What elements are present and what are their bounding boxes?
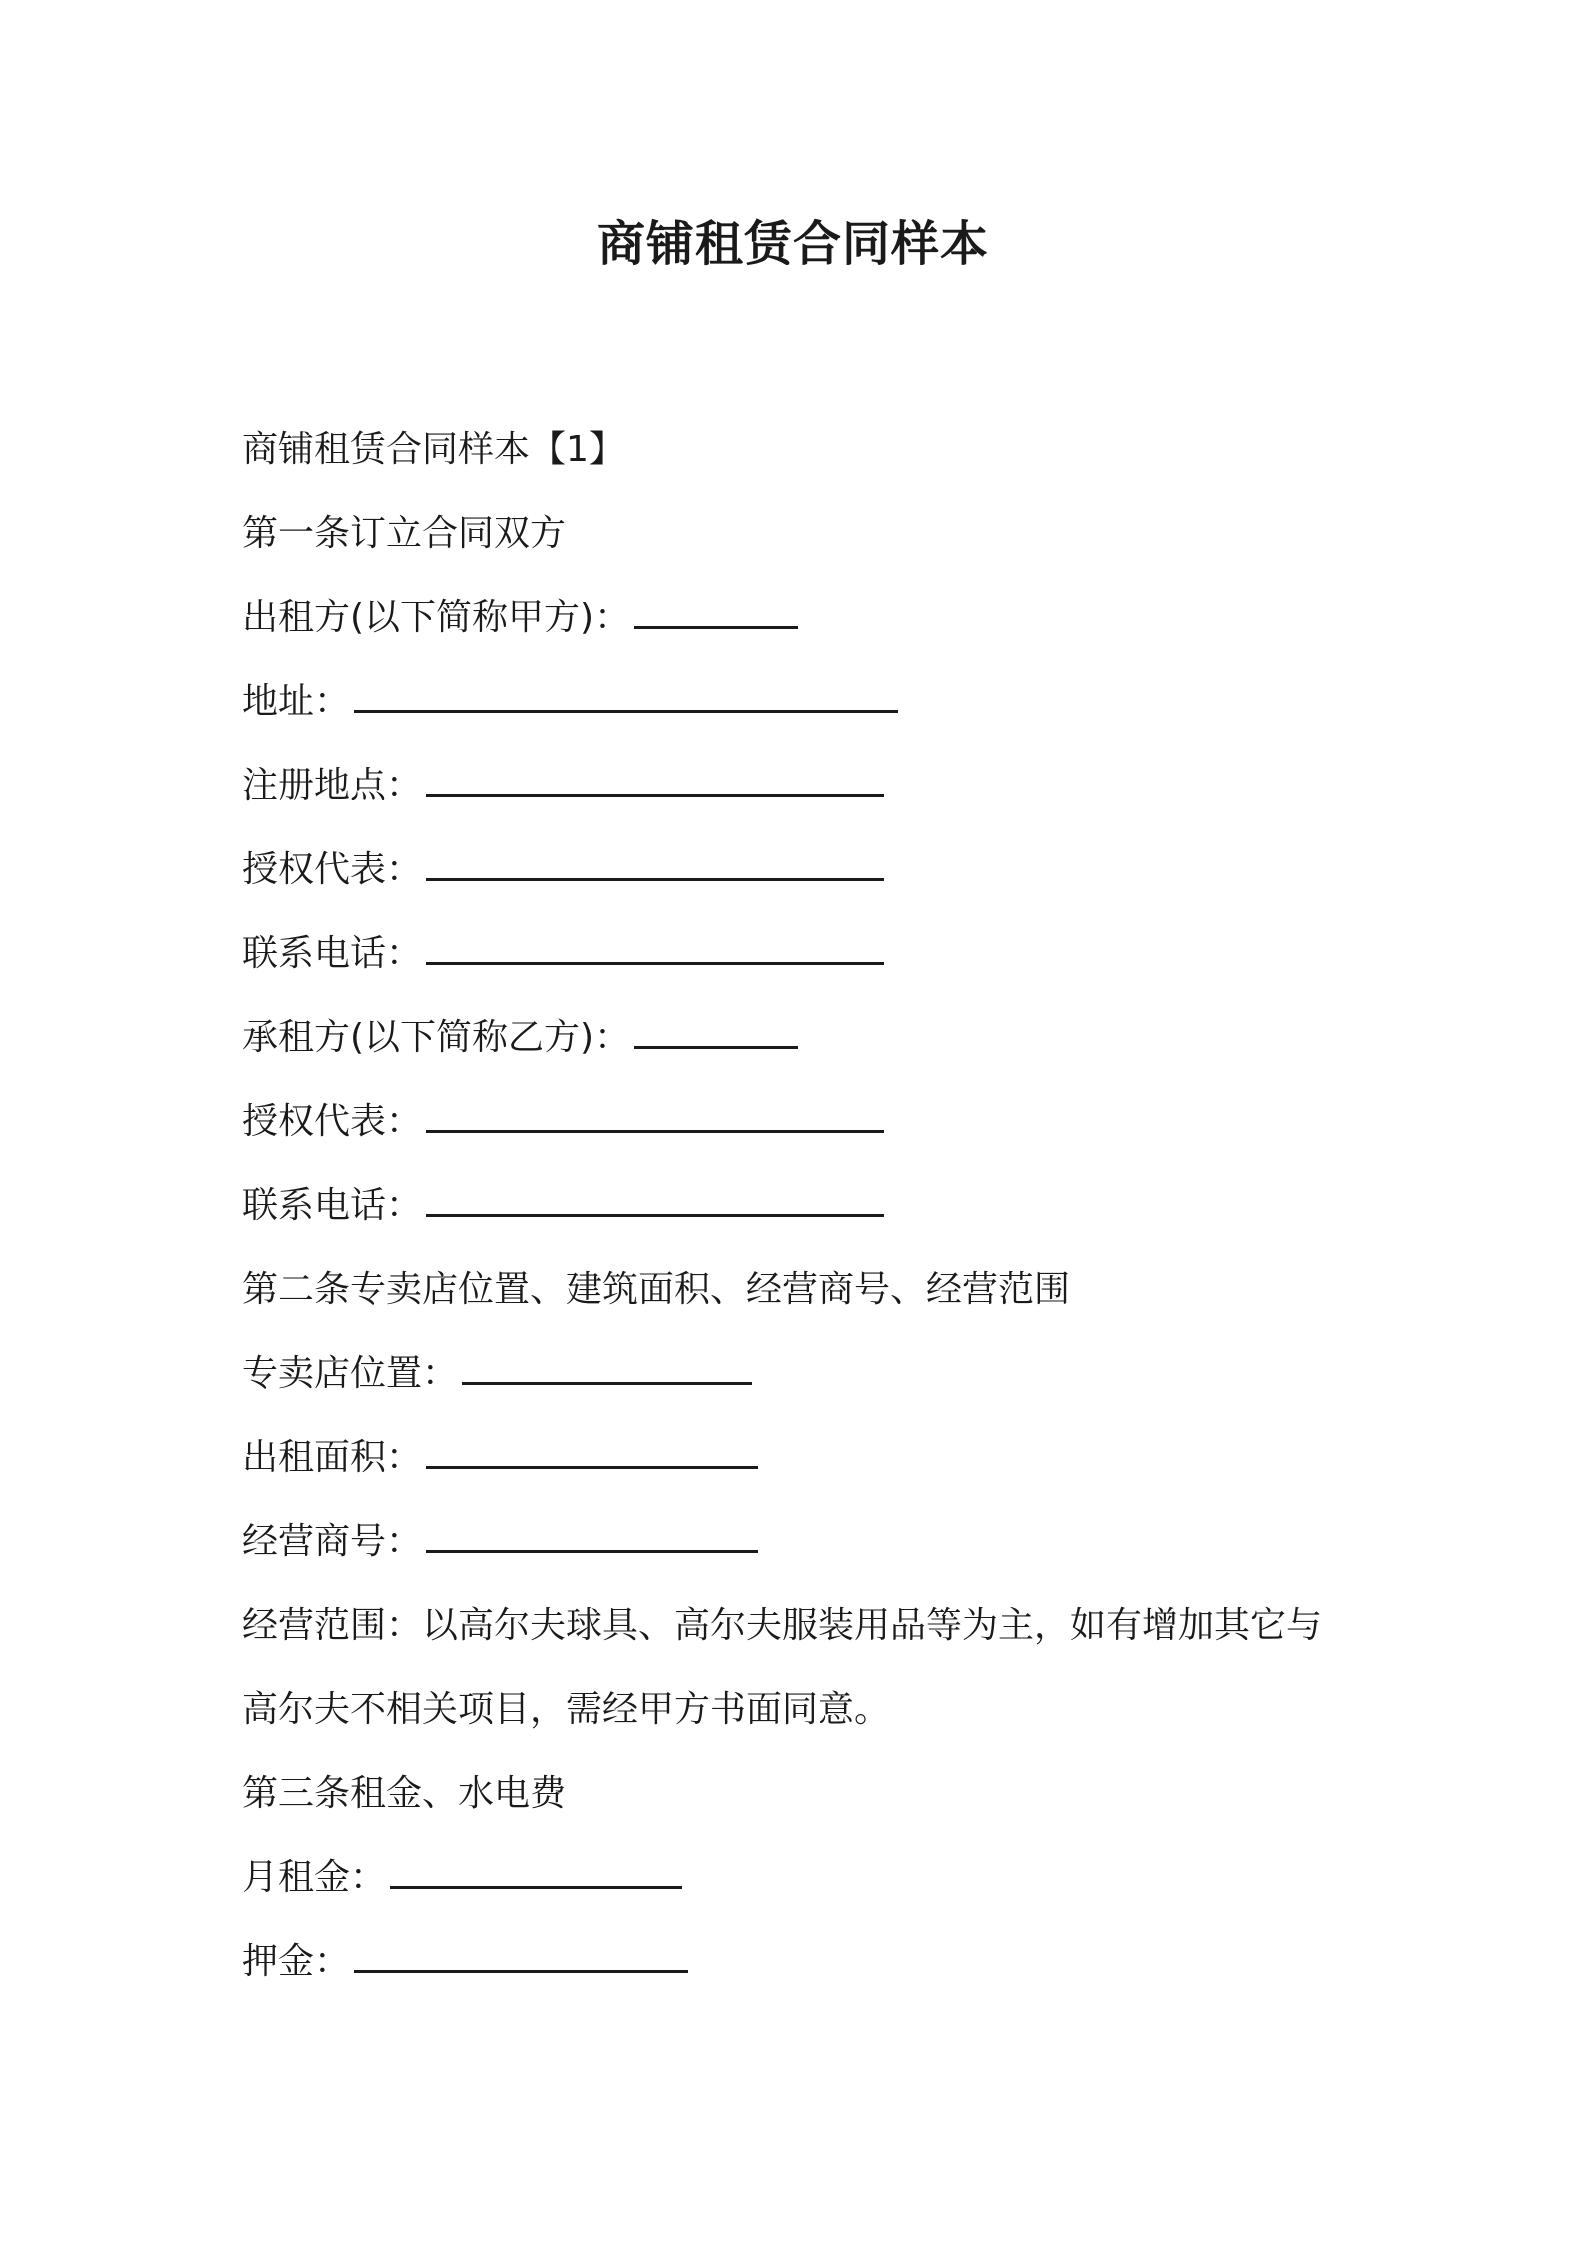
document-body — [242, 408, 1392, 2004]
store-location-label: 专卖店位置： — [242, 1353, 459, 1394]
monthly-rent-blank — [390, 1856, 682, 1889]
business-scope-line-2: 高尔夫不相关项目，需经甲方书面同意。 — [242, 1689, 891, 1730]
address-field — [242, 660, 1392, 744]
lessor-representative-label: 授权代表： — [242, 849, 423, 890]
lessee-field — [242, 996, 1392, 1080]
rental-area-field — [242, 1416, 1392, 1500]
lessee-representative-field — [242, 1080, 1392, 1164]
lessor-field — [242, 576, 1392, 660]
lessor-representative-field — [242, 828, 1392, 912]
monthly-rent-label: 月租金： — [242, 1857, 387, 1898]
lessee-phone-label: 联系电话： — [242, 1185, 423, 1226]
registration-place-field — [242, 744, 1392, 828]
store-location-blank — [462, 1352, 752, 1385]
lessee-representative-blank — [426, 1100, 884, 1133]
contract-subtitle-text: 商铺租赁合同样本【1】 — [242, 429, 625, 470]
address-blank — [354, 680, 898, 713]
article-1-heading — [242, 492, 1392, 576]
trade-name-blank — [426, 1520, 758, 1553]
lessor-representative-blank — [426, 848, 884, 881]
lessor-label: 出租方(以下简称甲方)： — [242, 597, 631, 638]
article-2-text: 第二条专卖店位置、建筑面积、经营商号、经营范围 — [242, 1269, 1071, 1310]
trade-name-field — [242, 1500, 1392, 1584]
address-label: 地址： — [242, 681, 351, 722]
monthly-rent-field — [242, 1836, 1392, 1920]
lessee-blank — [634, 1016, 798, 1049]
deposit-field — [242, 1920, 1392, 2004]
lessee-phone-field — [242, 1164, 1392, 1248]
deposit-label: 押金： — [242, 1941, 351, 1982]
business-scope-line-1: 经营范围：以高尔夫球具、高尔夫服装用品等为主，如有增加其它与 — [242, 1605, 1323, 1646]
registration-place-blank — [426, 764, 884, 797]
lessee-representative-label: 授权代表： — [242, 1101, 423, 1142]
document-title: 商铺租赁合同样本 — [596, 216, 989, 272]
lessee-phone-blank — [426, 1184, 884, 1217]
lessee-label: 承租方(以下简称乙方)： — [242, 1017, 631, 1058]
lessor-phone-field — [242, 912, 1392, 996]
article-3-heading — [242, 1752, 1392, 1836]
registration-place-label: 注册地点： — [242, 765, 423, 806]
store-location-field — [242, 1332, 1392, 1416]
lessor-phone-label: 联系电话： — [242, 933, 423, 974]
lessor-phone-blank — [426, 932, 884, 965]
article-3-text: 第三条租金、水电费 — [242, 1773, 567, 1814]
article-2-heading — [242, 1248, 1392, 1332]
rental-area-label: 出租面积： — [242, 1437, 423, 1478]
contract-subtitle — [242, 408, 1392, 492]
rental-area-blank — [426, 1436, 758, 1469]
article-1-text: 第一条订立合同双方 — [242, 513, 567, 554]
trade-name-label: 经营商号： — [242, 1521, 423, 1562]
deposit-blank — [354, 1940, 688, 1973]
lessor-blank — [634, 596, 798, 629]
